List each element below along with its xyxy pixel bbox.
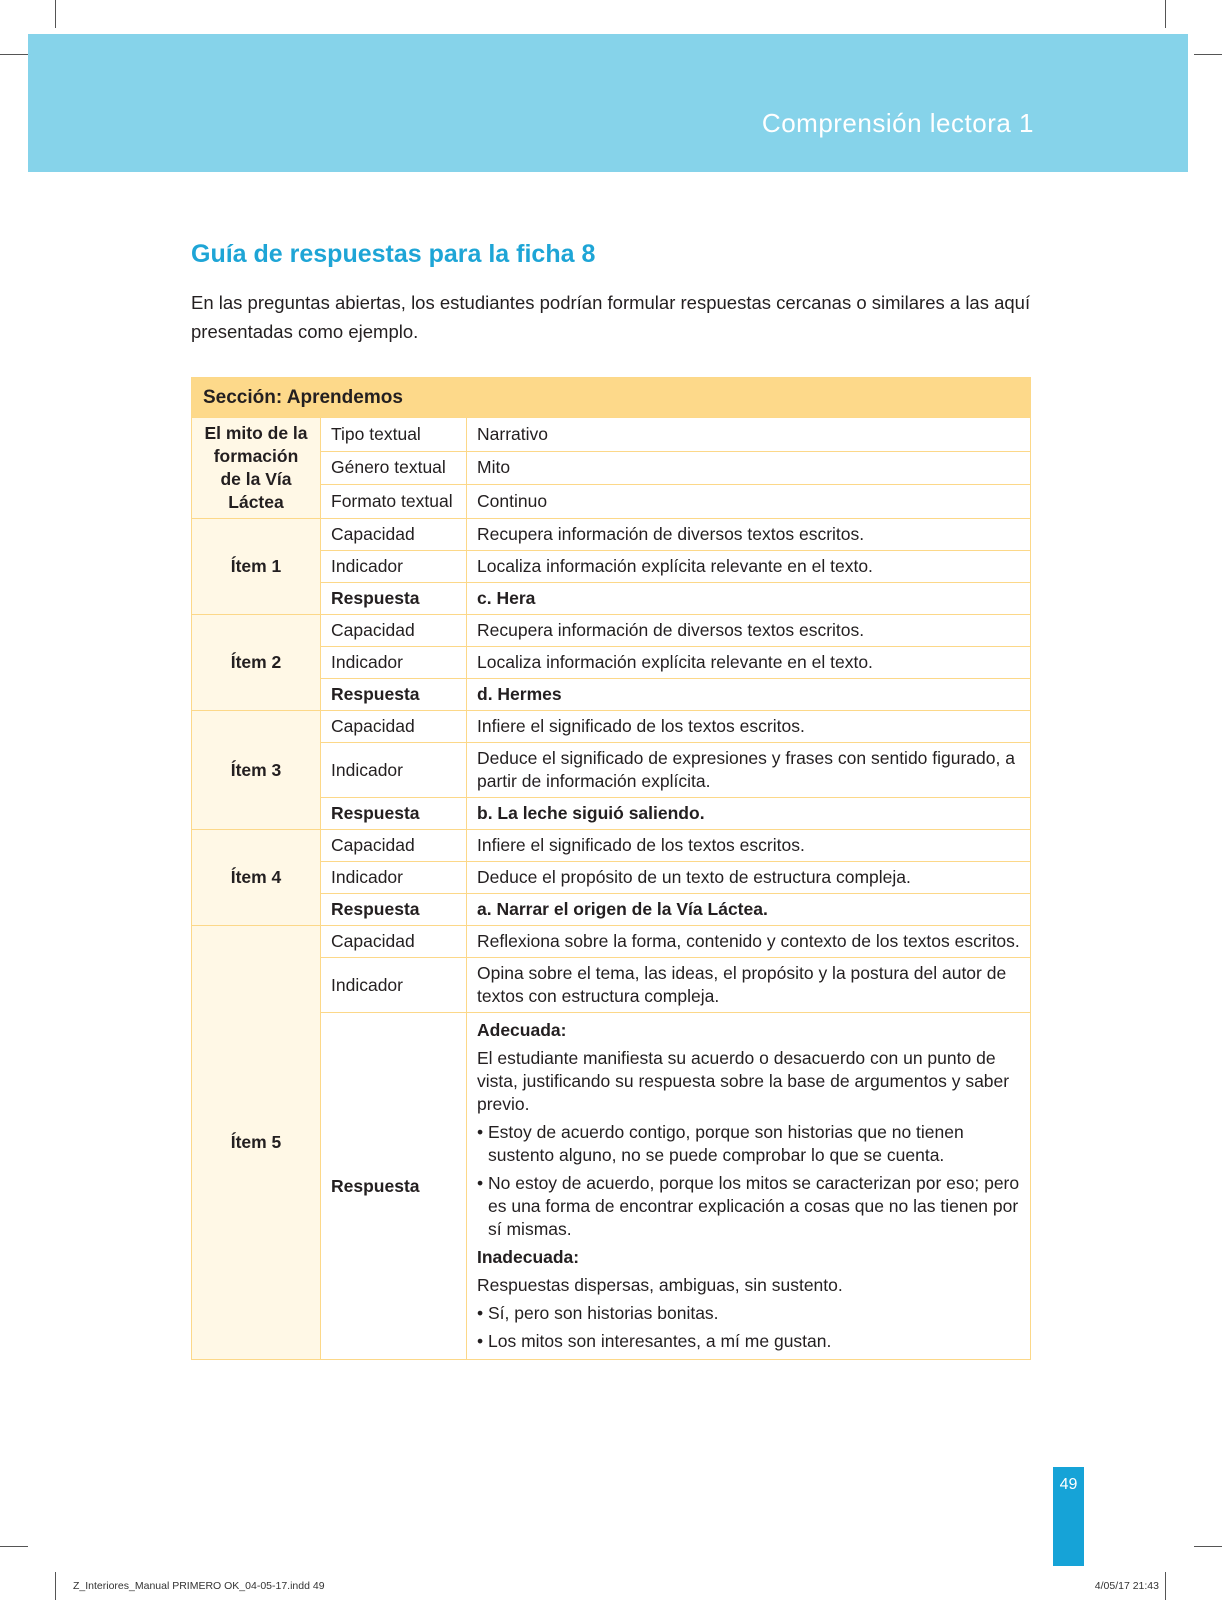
capacidad-label: Capacidad bbox=[321, 615, 467, 647]
indicador-value: Deduce el significado de expresiones y frases con sentido figurado, a partir de información explícita. bbox=[467, 743, 1031, 798]
row-label: Formato textual bbox=[321, 485, 467, 519]
example-text: Estoy de acuerdo contigo, porque son historias que no tienen sustento alguno, no se puede comprobar lo que se cuenta. bbox=[488, 1122, 964, 1165]
capacidad-label: Capacidad bbox=[321, 519, 467, 551]
item-label: Ítem 5 bbox=[192, 926, 321, 1360]
respuesta-value: c. Hera bbox=[467, 583, 1031, 615]
text-title: El mito de la formación de la Vía Láctea bbox=[192, 418, 321, 519]
table-row bbox=[192, 926, 1031, 958]
inadecuada-title: Inadecuada: bbox=[477, 1247, 580, 1267]
footer-date: 4/05/17 21:43 bbox=[1094, 1580, 1159, 1592]
capacidad-value: Recupera información de diversos textos escritos. bbox=[467, 615, 1031, 647]
capacidad-label: Capacidad bbox=[321, 711, 467, 743]
row-label: Género textual bbox=[321, 451, 467, 485]
indicador-label: Indicador bbox=[321, 862, 467, 894]
list-item bbox=[477, 1121, 1020, 1167]
capacidad-label: Capacidad bbox=[321, 830, 467, 862]
bullet-icon: • bbox=[477, 1173, 484, 1193]
indicador-label: Indicador bbox=[321, 743, 467, 798]
list-item bbox=[477, 1330, 1020, 1353]
bullet-icon: • bbox=[477, 1122, 484, 1142]
intro-paragraph: En las preguntas abiertas, los estudiantes podrían formular respuestas cercanas o similares a las aquí presentadas como ejemplo. bbox=[191, 292, 1031, 342]
respuesta-label: Respuesta bbox=[321, 798, 467, 830]
list-item bbox=[477, 1302, 1020, 1325]
header-banner bbox=[28, 34, 1188, 172]
respuesta-value bbox=[467, 1013, 1031, 1360]
respuesta-label: Respuesta bbox=[321, 583, 467, 615]
page-heading: Guía de respuestas para la ficha 8 bbox=[191, 240, 596, 268]
indicador-value: Deduce el propósito de un texto de estructura compleja. bbox=[467, 862, 1031, 894]
table-row bbox=[192, 615, 1031, 647]
indicador-value: Localiza información explícita relevante en el texto. bbox=[467, 551, 1031, 583]
answer-guide-table bbox=[191, 377, 1031, 1360]
example-text: Los mitos son interesantes, a mí me gustan. bbox=[488, 1331, 832, 1351]
item-label: Ítem 2 bbox=[192, 615, 321, 711]
indicador-label: Indicador bbox=[321, 958, 467, 1013]
list-item bbox=[477, 1172, 1020, 1241]
capacidad-value: Infiere el significado de los textos escritos. bbox=[467, 711, 1031, 743]
indicador-label: Indicador bbox=[321, 647, 467, 679]
table-row bbox=[192, 418, 1031, 452]
respuesta-label: Respuesta bbox=[321, 1013, 467, 1360]
crop-mark bbox=[1194, 54, 1222, 55]
bullet-icon: • bbox=[477, 1303, 484, 1323]
item-label: Ítem 4 bbox=[192, 830, 321, 926]
table-row bbox=[192, 830, 1031, 862]
indicador-value: Opina sobre el tema, las ideas, el propósito y la postura del autor de textos con estructura compleja. bbox=[467, 958, 1031, 1013]
item-label: Ítem 3 bbox=[192, 711, 321, 830]
table-row bbox=[192, 519, 1031, 551]
row-value: Mito bbox=[467, 451, 1031, 485]
row-value: Continuo bbox=[467, 485, 1031, 519]
crop-mark bbox=[1194, 1546, 1222, 1547]
capacidad-value: Reflexiona sobre la forma, contenido y contexto de los textos escritos. bbox=[467, 926, 1031, 958]
crop-mark bbox=[0, 54, 28, 55]
section-header-row bbox=[192, 378, 1031, 418]
adecuada-title: Adecuada: bbox=[477, 1020, 567, 1040]
row-label: Tipo textual bbox=[321, 418, 467, 452]
capacidad-value: Infiere el significado de los textos escritos. bbox=[467, 830, 1031, 862]
crop-mark bbox=[55, 1572, 56, 1600]
indicador-value: Localiza información explícita relevante en el texto. bbox=[467, 647, 1031, 679]
adecuada-text: El estudiante manifiesta su acuerdo o desacuerdo con un punto de vista, justificando su respuesta sobre la base de argumentos y saber previo. bbox=[477, 1048, 1010, 1114]
crop-mark bbox=[0, 1546, 28, 1547]
table-row bbox=[192, 711, 1031, 743]
crop-mark bbox=[1165, 1572, 1166, 1600]
respuesta-value: d. Hermes bbox=[467, 679, 1031, 711]
item-label: Ítem 1 bbox=[192, 519, 321, 615]
indicador-label: Indicador bbox=[321, 551, 467, 583]
crop-mark bbox=[55, 0, 56, 28]
inadecuada-text: Respuestas dispersas, ambiguas, sin sustento. bbox=[477, 1275, 843, 1295]
row-value: Narrativo bbox=[467, 418, 1031, 452]
footer-filename: Z_Interiores_Manual PRIMERO OK_04-05-17.indd 49 bbox=[73, 1580, 325, 1592]
capacidad-value: Recupera información de diversos textos escritos. bbox=[467, 519, 1031, 551]
respuesta-value: a. Narrar el origen de la Vía Láctea. bbox=[467, 894, 1031, 926]
example-text: No estoy de acuerdo, porque los mitos se caracterizan por eso; pero es una forma de encontrar explicación a cosas que no las tienen por sí mismas. bbox=[488, 1173, 1020, 1239]
header-title: Comprensión lectora 1 bbox=[761, 108, 1034, 138]
respuesta-label: Respuesta bbox=[321, 894, 467, 926]
bullet-icon: • bbox=[477, 1331, 484, 1351]
respuesta-value: b. La leche siguió saliendo. bbox=[467, 798, 1031, 830]
capacidad-label: Capacidad bbox=[321, 926, 467, 958]
crop-mark bbox=[1165, 0, 1166, 28]
example-text: Sí, pero son historias bonitas. bbox=[488, 1303, 719, 1323]
page-number: 49 bbox=[1059, 1476, 1078, 1493]
respuesta-label: Respuesta bbox=[321, 679, 467, 711]
section-title: Sección: Aprendemos bbox=[192, 378, 1031, 418]
